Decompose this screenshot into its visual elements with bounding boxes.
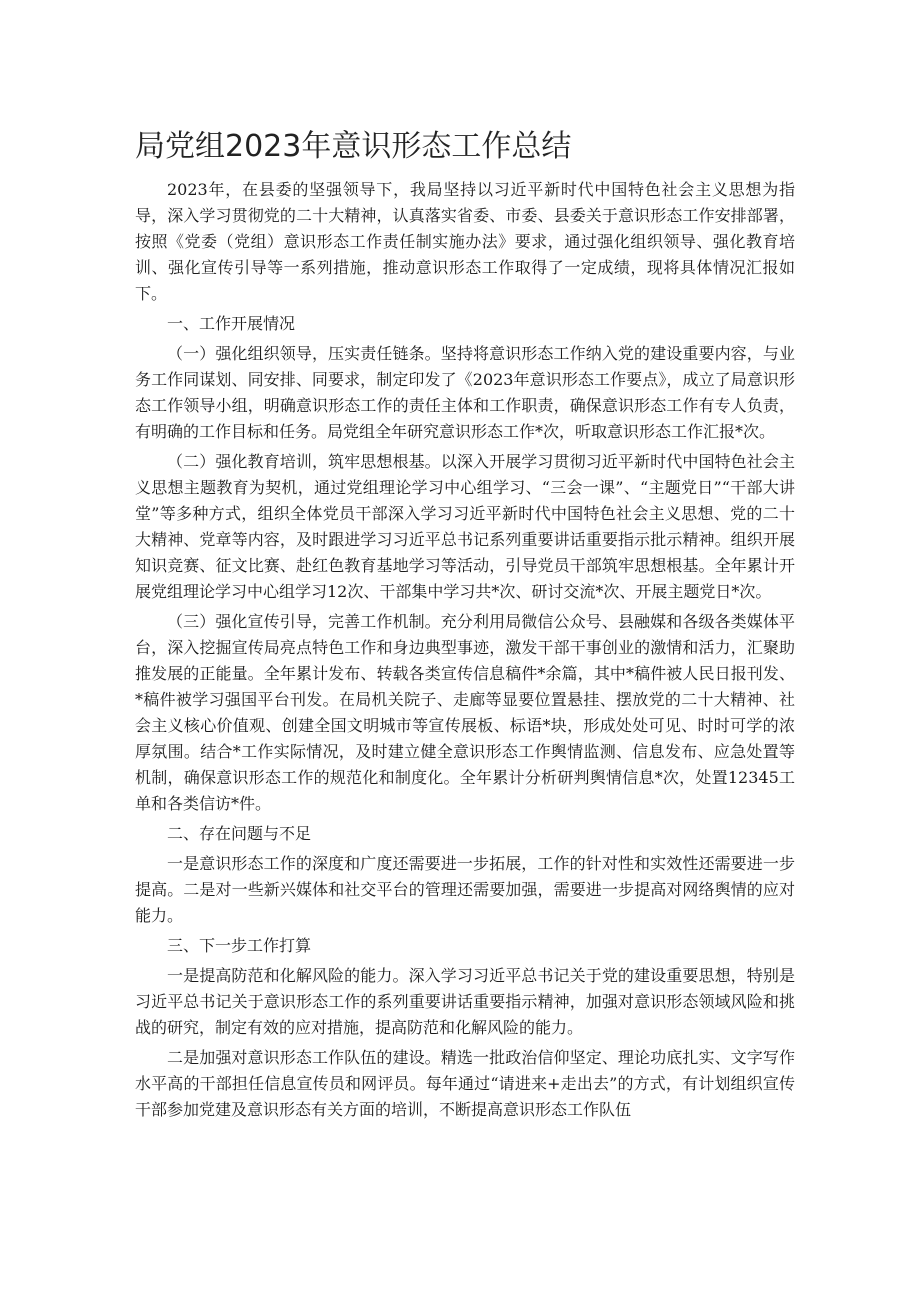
document-body xyxy=(135,177,795,1127)
body-paragraph: 二是加强对意识形态工作队伍的建设。精选一批政治信仰坚定、理论功底扎实、文字写作水平高的干部担任信息宣传员和网评员。每年通过“请进来+走出去”的方式，有计划组织宣传干部参加党建及意识形态有关方面的培训，不断提高意识形态工作队伍 xyxy=(135,1048,795,1119)
body-paragraph: （二）强化教育培训，筑牢思想根基。以深入开展学习贯彻习近平新时代中国特色社会主义思想主题教育为契机，通过党组理论学习中心组学习、“三会一课”、“主题党日”“干部大讲堂”等多种方式，组织全体党员干部深入学习习近平新时代中国特色社会主义思想、党的二十大精神、党章等内容，及时跟进学习习近平总书记系列重要讲话重要指示批示精神。组织开展知识竞赛、征文比赛、赴红色教育基地学习等活动，引导党员干部筑牢思想根基。全年累计开展党组理论学习中心组学习12次、干部集中学习共*次、研讨交流*次、开展主题党日*次。 xyxy=(135,452,795,601)
section-heading-2: 二、存在问题与不足 xyxy=(167,824,312,843)
body-paragraph: （一）强化组织领导，压实责任链条。坚持将意识形态工作纳入党的建设重要内容，与业务工作同谋划、同安排、同要求，制定印发了《2023年意识形态工作要点》，成立了局意识形态工作领导小组，明确意识形态工作的责任主体和工作职责，确保意识形态工作有专人负责，有明确的工作目标和任务。局党组全年研究意识形态工作*次，听取意识形态工作汇报*次。 xyxy=(135,344,795,441)
section-heading-3: 三、下一步工作打算 xyxy=(167,936,312,955)
body-paragraph: （三）强化宣传引导，完善工作机制。充分利用局微信公众号、县融媒和各级各类媒体平台，深入挖掘宣传局亮点特色工作和身边典型事迹，激发干部干事创业的激情和活力，汇聚助推发展的正能量。全年累计发布、转载各类宣传信息稿件*余篇，其中*稿件被人民日报刊发、*稿件被学习强国平台刊发。在局机关院子、走廊等显要位置悬挂、摆放党的二十大精神、社会主义核心价值观、创建全国文明城市等宣传展板、标语*块，形成处处可见、时时可学的浓厚氛围。结合*工作实际情况，及时建立健全意识形态工作舆情监测、信息发布、应急处置等机制，确保意识形态工作的规范化和制度化。全年累计分析研判舆情信息*次，处置12345工单和各类信访*件。 xyxy=(135,612,795,813)
intro-paragraph: 2023年，在县委的坚强领导下，我局坚持以习近平新时代中国特色社会主义思想为指导，深入学习贯彻党的二十大精神，认真落实省委、市委、县委关于意识形态工作安排部署，按照《党委（党组）意识形态工作责任制实施办法》要求，通过强化组织领导、强化教育培训、强化宣传引导等一系列措施，推动意识形态工作取得了一定成绩，现将具体情况汇报如下。 xyxy=(135,180,795,303)
body-paragraph: 一是意识形态工作的深度和广度还需要进一步拓展，工作的针对性和实效性还需要进一步提高。二是对一些新兴媒体和社交平台的管理还需要加强，需要进一步提高对网络舆情的应对能力。 xyxy=(135,854,795,925)
document-title: 局党组2023年意识形态工作总结 xyxy=(135,129,572,164)
section-heading-1: 一、工作开展情况 xyxy=(167,314,296,333)
body-paragraph: 一是提高防范和化解风险的能力。深入学习习近平总书记关于党的建设重要思想，特别是习近平总书记关于意识形态工作的系列重要讲话重要指示精神，加强对意识形态领域风险和挑战的研究，制定有效的应对措施，提高防范和化解风险的能力。 xyxy=(135,966,795,1037)
